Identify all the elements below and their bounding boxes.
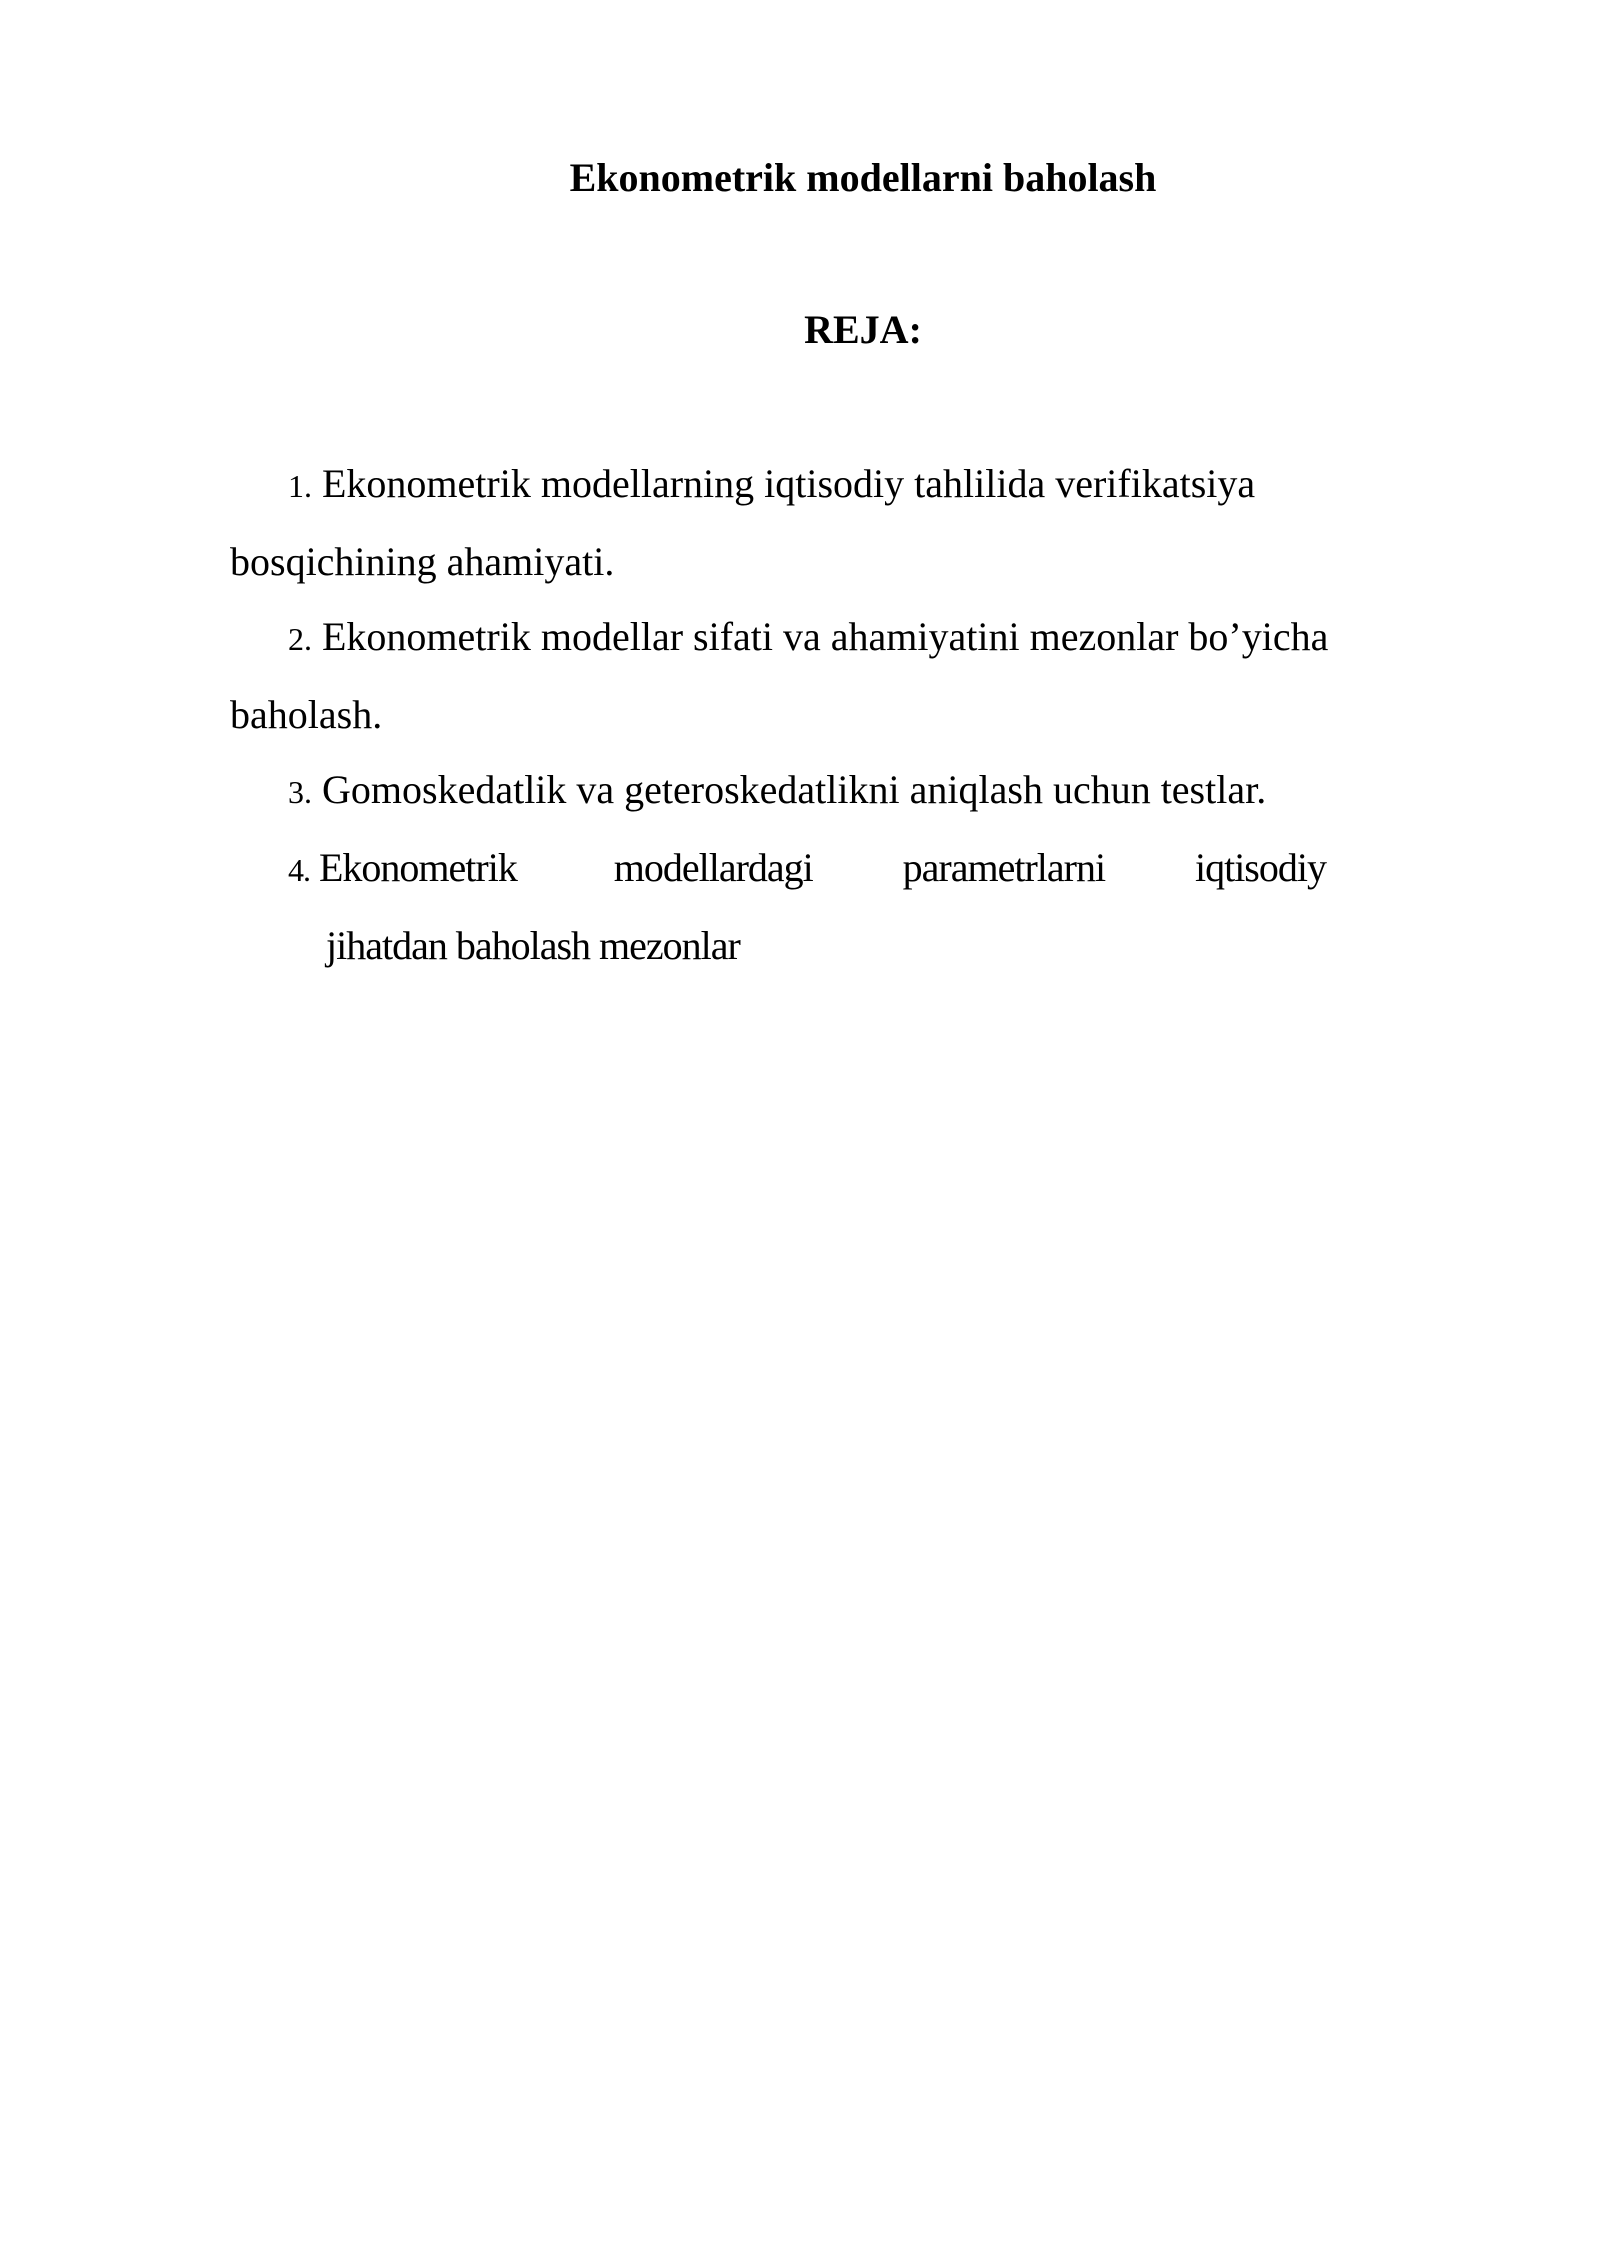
plan-item-4 xyxy=(230,830,1412,983)
plan-heading: REJA: xyxy=(804,307,922,352)
plan-item-word: Ekonometrik xyxy=(319,845,517,890)
plan-item-3 xyxy=(230,752,1412,830)
plan-item-text: Gomoskedatlik va geteroskedatlikni aniqlash uchun testlar. xyxy=(322,767,1267,812)
document-title: Ekonometrik modellarni baholash xyxy=(569,155,1157,200)
plan-item-word: modellardagi xyxy=(613,845,813,890)
plan-item-2 xyxy=(230,599,1412,752)
plan-item-number: 1. xyxy=(288,468,312,504)
plan-item-4-first-line xyxy=(288,830,1326,908)
plan-item-word: parametrlarni xyxy=(902,845,1106,890)
plan-item-word: iqtisodiy xyxy=(1194,845,1326,890)
plan-item-text: Ekonometrik modellar sifati va ahamiyatini mezonlar bo’yicha baholash. xyxy=(230,614,1329,737)
plan-item-4-lead xyxy=(288,830,524,908)
plan-item-1 xyxy=(230,446,1412,599)
plan-item-number: 3. xyxy=(288,774,312,810)
plan-item-number: 2. xyxy=(288,621,312,657)
plan-list xyxy=(230,446,1412,983)
plan-item-4-continuation: jihatdan baholash mezonlar xyxy=(326,923,740,968)
plan-item-text: Ekonometrik modellarning iqtisodiy tahlilida verifikatsiya bosqichining ahamiyati. xyxy=(230,461,1256,584)
plan-item-number: 4. xyxy=(288,852,310,888)
